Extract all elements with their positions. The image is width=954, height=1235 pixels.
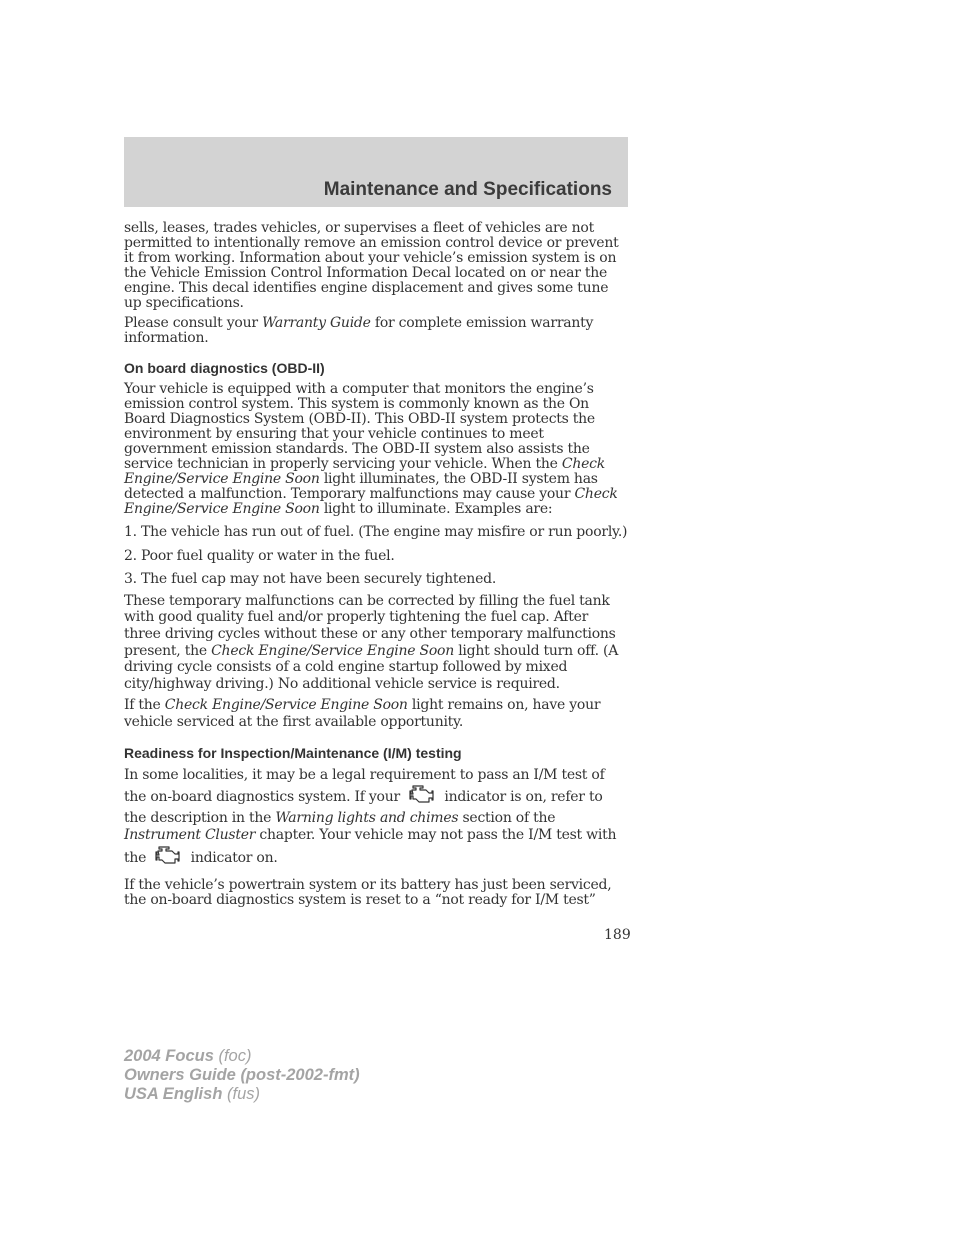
paragraph-light-remains-on: [124, 697, 628, 730]
paragraph-emission-devices: sells, leases, trades vehicles, or supervises a fleet of vehicles are not permitted to intentionally remove an emission control device or prevent it from working. Information about your vehicle’s emission system is on the Vehicle Emission Control Information Decal located on or near the engine. This decal identifies engine displacement and gives some tune up specifications.: [124, 220, 619, 311]
footer-model: 2004 Focus: [124, 1047, 214, 1065]
check-engine-ref: Check Engine/Service Engine Soon: [211, 642, 454, 659]
footer-line: [124, 1066, 360, 1085]
text-run: light should turn off. (A driving cycle consists of a cold engine startup followed by mixed city/highway driving.) No additional vehicle service is required.: [124, 642, 619, 692]
list-item: 3. The fuel cap may not have been securely tightened.: [124, 571, 497, 588]
section-title: Maintenance and Specifications: [323, 179, 612, 200]
text-run: chapter. Your vehicle may not pass the I/M test with the: [124, 827, 617, 866]
page-number: 189: [604, 927, 631, 943]
check-engine-icon: [152, 845, 184, 871]
text-run: indicator on.: [186, 849, 278, 866]
list-item: 1. The vehicle has run out of fuel. (The engine may misfire or run poorly.): [124, 524, 628, 540]
footer-language: USA English: [124, 1085, 223, 1103]
paragraph-warranty: [124, 316, 628, 346]
heading-obd: On board diagnostics (OBD-II): [124, 360, 325, 376]
page-content: [124, 221, 628, 913]
footer-line: [124, 1047, 360, 1066]
text-run: light to illuminate. Examples are:: [319, 501, 553, 517]
text-run: Your vehicle is equipped with a computer that monitors the engine’s emission control system. This system is commonly known as the On Board Diagnostics System (OBD-II). This OBD-II system protects the environment by ensuring that your vehicle continues to meet government emission standards. The OBD-II system also assists the service technician in properly servicing your vehicle. When the: [124, 381, 595, 472]
footer-code: (fus): [222, 1085, 260, 1103]
warning-lights-ref: Warning lights and chimes: [275, 809, 459, 826]
section-header: [124, 137, 628, 207]
paragraph-obd-description: [124, 382, 628, 517]
footer-guide: Owners Guide (post-2002-fmt): [124, 1066, 360, 1084]
paragraph-temporary-malfunctions: [124, 593, 628, 693]
text-run: In some localities, it may be a legal requirement to pass an I/M test of the on-board diagnostics system. If your: [124, 766, 605, 805]
list-item: 2. Poor fuel quality or water in the fuel.: [124, 547, 395, 564]
check-engine-ref: Check Engine/Service Engine Soon: [124, 456, 605, 487]
footer-line: [124, 1085, 360, 1104]
text-run: indicator is on, refer to the description in the: [124, 788, 603, 826]
text-run: If the: [124, 697, 165, 714]
instrument-cluster-ref: Instrument Cluster: [124, 827, 256, 844]
paragraph-im-test: [124, 767, 628, 871]
text-run: section of the: [458, 809, 556, 826]
check-engine-ref: Check Engine/Service Engine Soon: [164, 697, 408, 714]
text-run: Please consult your: [124, 315, 262, 331]
text-run: light remains on, have your vehicle serviced at the first available opportunity.: [124, 697, 601, 730]
text-run: light illuminates, the OBD-II system has detected a malfunction. Temporary malfunctions may cause your: [124, 471, 598, 502]
paragraph-powertrain-reset: If the vehicle’s powertrain system or its battery has just been serviced, the on-board diagnostics system is reset to a “not ready for I/M test”: [124, 877, 612, 909]
text-run: These temporary malfunctions can be corrected by filling the fuel tank with good quality fuel and/or properly tightening the fuel cap. After three driving cycles without these or any other temporary malfunctions present, the: [124, 592, 616, 659]
heading-im-testing: Readiness for Inspection/Maintenance (I/M) testing: [124, 744, 462, 761]
check-engine-ref: Check Engine/Service Engine Soon: [124, 486, 618, 517]
warranty-guide-ref: Warranty Guide: [262, 315, 371, 331]
footer-code: (foc): [213, 1047, 252, 1065]
document-footer: [124, 1047, 360, 1104]
check-engine-icon: [406, 784, 438, 810]
text-run: for complete emission warranty information.: [124, 315, 594, 346]
